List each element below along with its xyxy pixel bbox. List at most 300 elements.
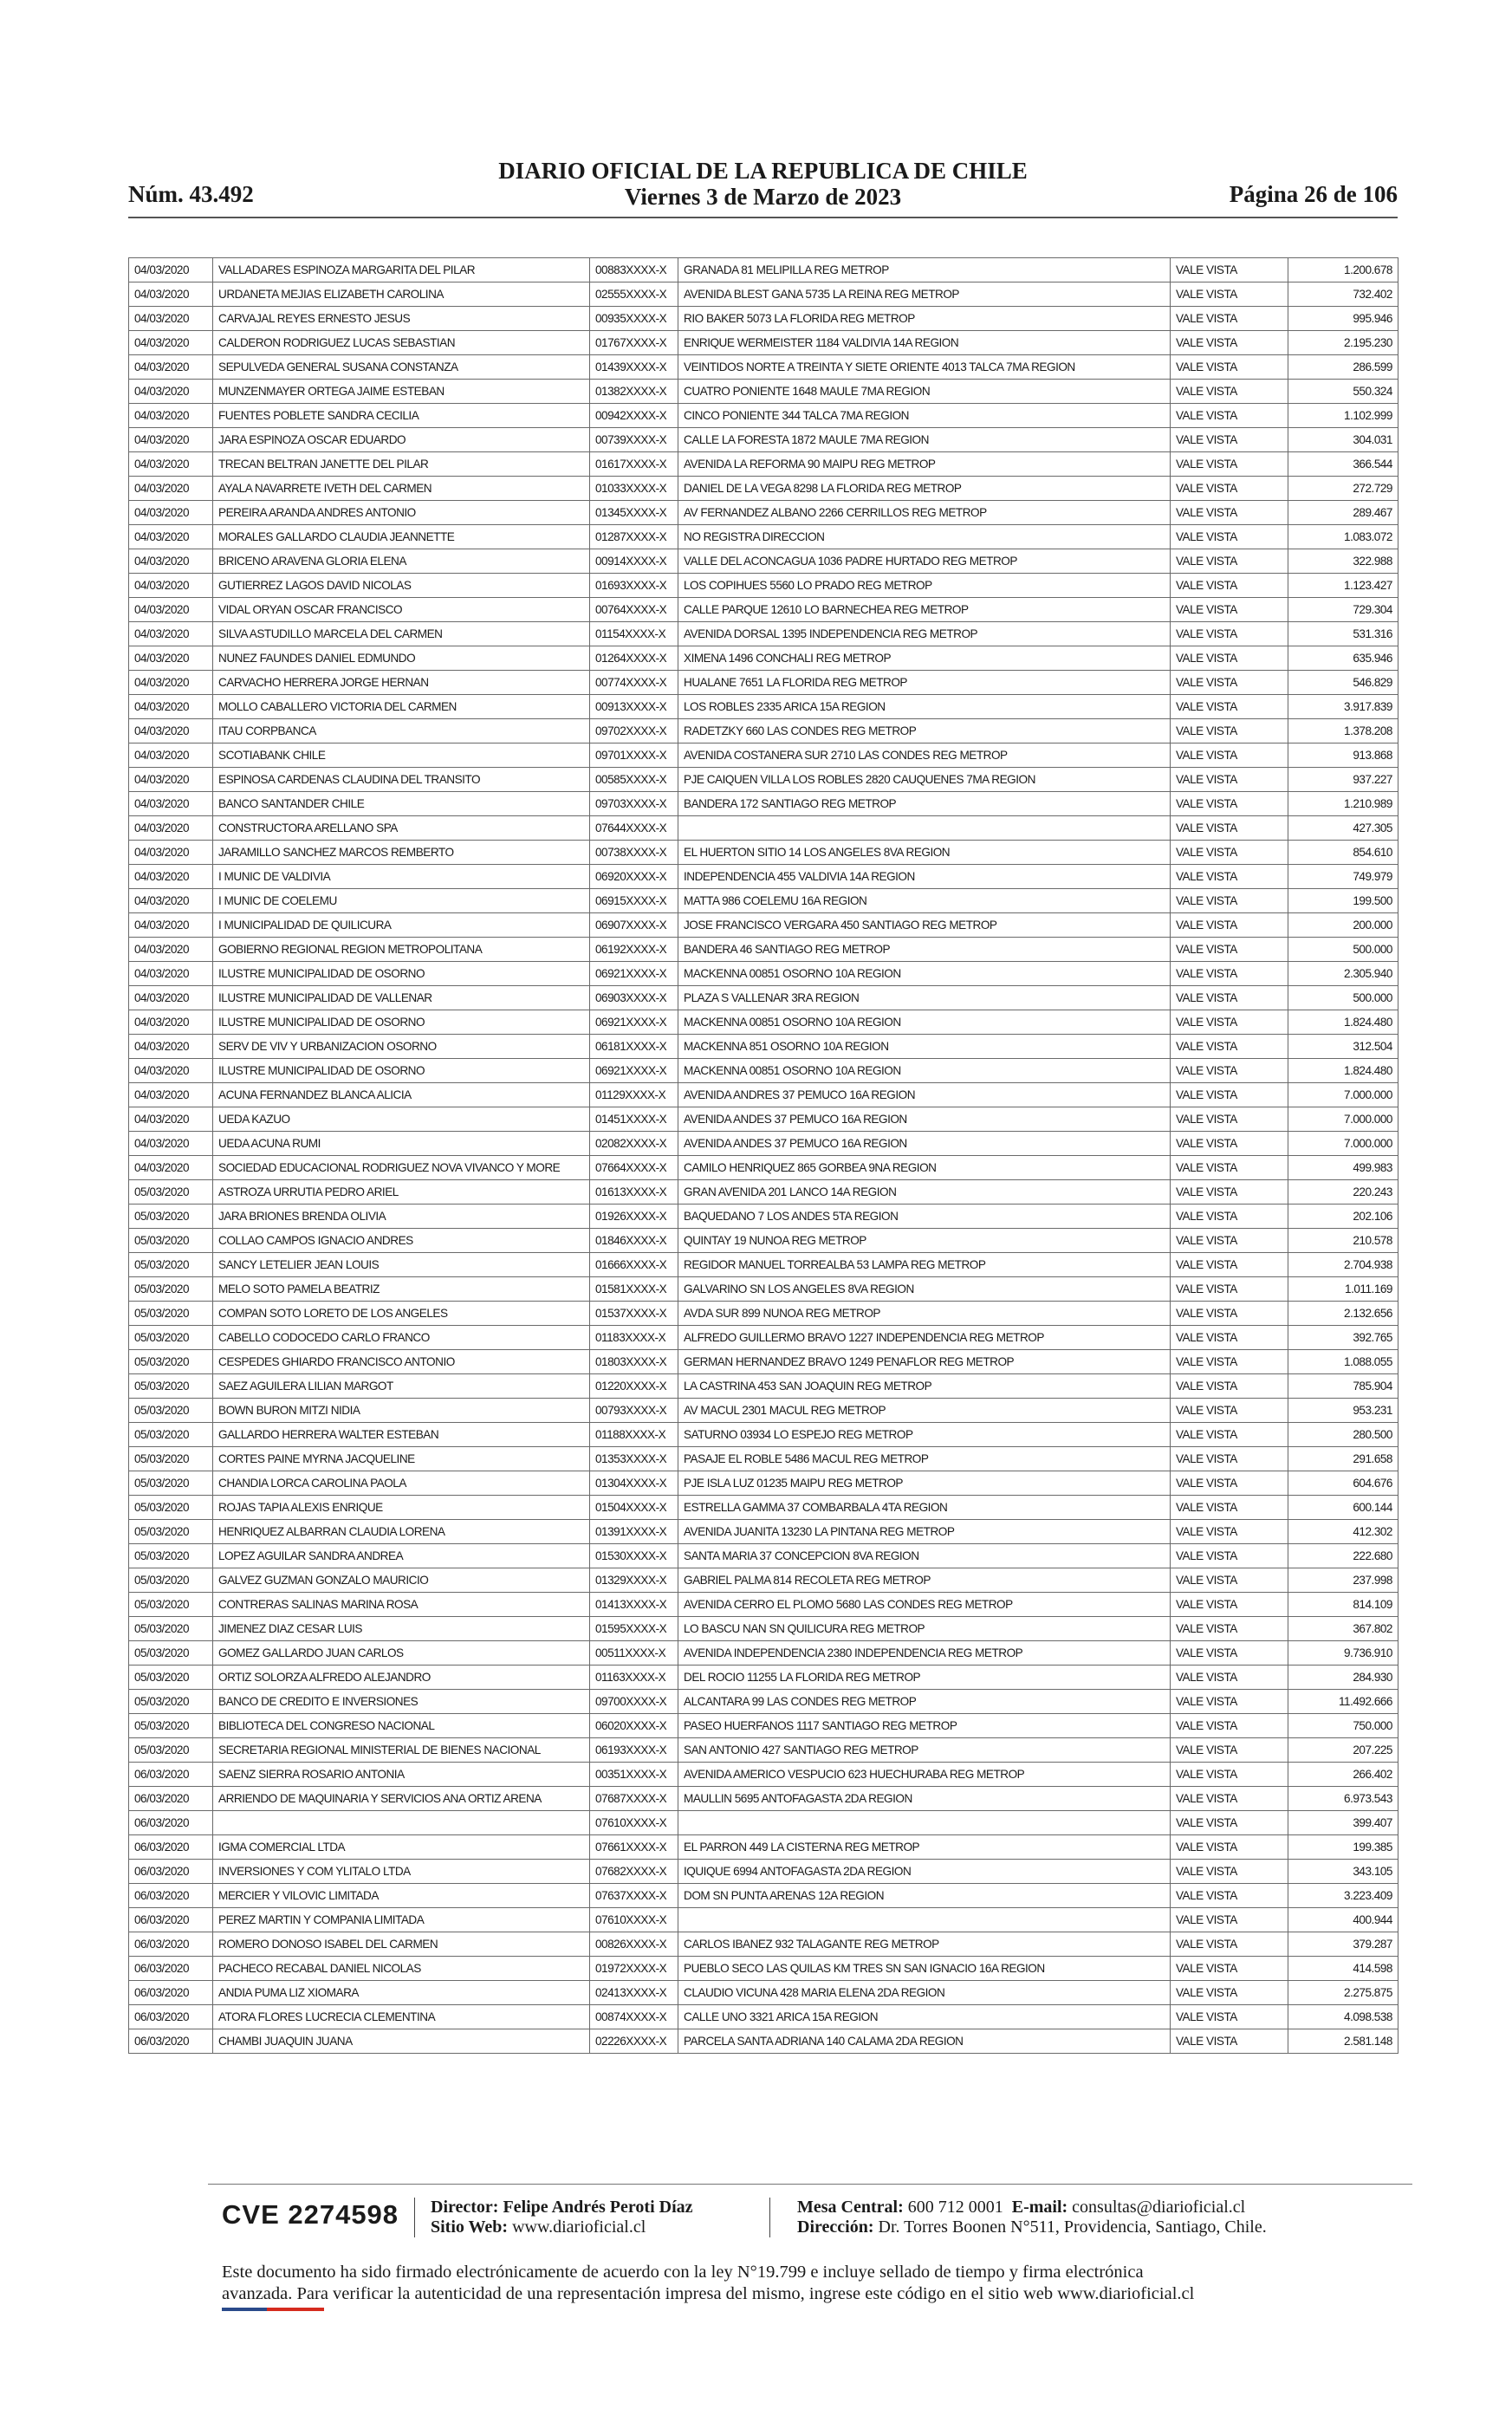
table-row <box>129 331 1398 355</box>
cell-method: VALE VISTA <box>1171 1641 1288 1666</box>
table-row <box>129 816 1398 841</box>
cell-id: 06921XXXX-X <box>590 1010 678 1035</box>
cell-id: 00826XXXX-X <box>590 1932 678 1957</box>
cell-date: 05/03/2020 <box>129 1302 213 1326</box>
cell-id: 02413XXXX-X <box>590 1981 678 2005</box>
cell-date: 06/03/2020 <box>129 1835 213 1860</box>
cell-method: VALE VISTA <box>1171 1132 1288 1156</box>
flag-stripe-red <box>267 2308 324 2311</box>
cell-name: AYALA NAVARRETE IVETH DEL CARMEN <box>213 477 590 501</box>
cell-method: VALE VISTA <box>1171 525 1288 549</box>
cell-method: VALE VISTA <box>1171 938 1288 962</box>
cell-id: 01353XXXX-X <box>590 1447 678 1471</box>
cell-name <box>213 1811 590 1835</box>
cell-name: IGMA COMERCIAL LTDA <box>213 1835 590 1860</box>
website-link[interactable]: www.diarioficial.cl <box>512 2217 646 2237</box>
table-row <box>129 1811 1398 1835</box>
cell-id: 01129XXXX-X <box>590 1083 678 1107</box>
cell-amount: 3.917.839 <box>1288 695 1398 719</box>
table-row <box>129 695 1398 719</box>
cell-amount: 7.000.000 <box>1288 1107 1398 1132</box>
table-row <box>129 1447 1398 1471</box>
table-row <box>129 1957 1398 1981</box>
cell-id: 01803XXXX-X <box>590 1350 678 1374</box>
mesa-phone: 600 712 0001 <box>907 2198 1003 2217</box>
cell-date: 06/03/2020 <box>129 2029 213 2054</box>
table-row <box>129 1860 1398 1884</box>
cell-id: 01154XXXX-X <box>590 622 678 646</box>
cell-address: EL PARRON 449 LA CISTERNA REG METROP <box>678 1835 1171 1860</box>
cell-method: VALE VISTA <box>1171 501 1288 525</box>
cell-date: 06/03/2020 <box>129 2005 213 2029</box>
table-row <box>129 501 1398 525</box>
cell-date: 06/03/2020 <box>129 1908 213 1932</box>
cell-method: VALE VISTA <box>1171 1568 1288 1593</box>
cell-method: VALE VISTA <box>1171 355 1288 380</box>
cell-amount: 4.098.538 <box>1288 2005 1398 2029</box>
cell-address: CLAUDIO VICUNA 428 MARIA ELENA 2DA REGION <box>678 1981 1171 2005</box>
cell-date: 06/03/2020 <box>129 1763 213 1787</box>
cell-amount: 785.904 <box>1288 1374 1398 1399</box>
cell-amount: 272.729 <box>1288 477 1398 501</box>
cell-address: LOS COPIHUES 5560 LO PRADO REG METROP <box>678 574 1171 598</box>
cell-name: CABELLO CODOCEDO CARLO FRANCO <box>213 1326 590 1350</box>
cell-name: ROJAS TAPIA ALEXIS ENRIQUE <box>213 1496 590 1520</box>
cell-method: VALE VISTA <box>1171 574 1288 598</box>
cell-amount: 312.504 <box>1288 1035 1398 1059</box>
cell-date: 04/03/2020 <box>129 865 213 889</box>
cell-amount: 304.031 <box>1288 428 1398 452</box>
cell-name: SAENZ SIERRA ROSARIO ANTONIA <box>213 1763 590 1787</box>
cell-id: 01220XXXX-X <box>590 1374 678 1399</box>
cell-date: 04/03/2020 <box>129 1132 213 1156</box>
cell-method: VALE VISTA <box>1171 1205 1288 1229</box>
table-row <box>129 962 1398 986</box>
page-header <box>128 158 1398 210</box>
cell-method: VALE VISTA <box>1171 1860 1288 1884</box>
email-label: E-mail: <box>1011 2198 1068 2217</box>
cell-address: BANDERA 172 SANTIAGO REG METROP <box>678 792 1171 816</box>
cell-id: 07637XXXX-X <box>590 1884 678 1908</box>
cell-name: BANCO DE CREDITO E INVERSIONES <box>213 1690 590 1714</box>
cell-date: 04/03/2020 <box>129 501 213 525</box>
cell-method: VALE VISTA <box>1171 1374 1288 1399</box>
table-row <box>129 1010 1398 1035</box>
cell-address: SATURNO 03934 LO ESPEJO REG METROP <box>678 1423 1171 1447</box>
cell-name: GUTIERREZ LAGOS DAVID NICOLAS <box>213 574 590 598</box>
cell-address: GRANADA 81 MELIPILLA REG METROP <box>678 258 1171 282</box>
cell-method: VALE VISTA <box>1171 719 1288 743</box>
table-row <box>129 598 1398 622</box>
table-row <box>129 477 1398 501</box>
cell-name: BRICENO ARAVENA GLORIA ELENA <box>213 549 590 574</box>
cell-address: PJE CAIQUEN VILLA LOS ROBLES 2820 CAUQUENES 7MA REGION <box>678 768 1171 792</box>
cell-id: 07610XXXX-X <box>590 1811 678 1835</box>
cell-method: VALE VISTA <box>1171 865 1288 889</box>
table-row <box>129 671 1398 695</box>
cell-address: MATTA 986 COELEMU 16A REGION <box>678 889 1171 913</box>
table-row <box>129 938 1398 962</box>
cell-method: VALE VISTA <box>1171 622 1288 646</box>
cell-name: JARA ESPINOZA OSCAR EDUARDO <box>213 428 590 452</box>
masthead <box>128 158 1398 210</box>
cell-name: SOCIEDAD EDUCACIONAL RODRIGUEZ NOVA VIVANCO Y MORE <box>213 1156 590 1180</box>
cell-name: BIBLIOTECA DEL CONGRESO NACIONAL <box>213 1714 590 1738</box>
cell-id: 00942XXXX-X <box>590 404 678 428</box>
cell-amount: 9.736.910 <box>1288 1641 1398 1666</box>
cell-address: MACKENNA 00851 OSORNO 10A REGION <box>678 962 1171 986</box>
cell-id: 01530XXXX-X <box>590 1544 678 1568</box>
cell-date: 04/03/2020 <box>129 1035 213 1059</box>
cell-address: GERMAN HERNANDEZ BRAVO 1249 PENAFLOR REG METROP <box>678 1350 1171 1374</box>
cell-address: AVENIDA INDEPENDENCIA 2380 INDEPENDENCIA REG METROP <box>678 1641 1171 1666</box>
cell-date: 04/03/2020 <box>129 743 213 768</box>
cell-date: 04/03/2020 <box>129 282 213 307</box>
cell-method: VALE VISTA <box>1171 1180 1288 1205</box>
cell-address: JOSE FRANCISCO VERGARA 450 SANTIAGO REG METROP <box>678 913 1171 938</box>
cell-amount: 392.765 <box>1288 1326 1398 1350</box>
cell-amount: 207.225 <box>1288 1738 1398 1763</box>
cell-name: I MUNICIPALIDAD DE QUILICURA <box>213 913 590 938</box>
cell-name: NUNEZ FAUNDES DANIEL EDMUNDO <box>213 646 590 671</box>
cell-method: VALE VISTA <box>1171 1763 1288 1787</box>
cell-method: VALE VISTA <box>1171 841 1288 865</box>
cell-address: LOS ROBLES 2335 ARICA 15A REGION <box>678 695 1171 719</box>
cell-amount: 937.227 <box>1288 768 1398 792</box>
cell-date: 05/03/2020 <box>129 1617 213 1641</box>
cell-date: 04/03/2020 <box>129 355 213 380</box>
cell-id: 01537XXXX-X <box>590 1302 678 1326</box>
table-row <box>129 282 1398 307</box>
cell-name: INVERSIONES Y COM YLITALO LTDA <box>213 1860 590 1884</box>
cell-method: VALE VISTA <box>1171 1107 1288 1132</box>
flag-stripe-blue <box>222 2308 267 2311</box>
email-link[interactable]: consultas@diarioficial.cl <box>1072 2198 1246 2217</box>
cell-method: VALE VISTA <box>1171 816 1288 841</box>
cell-method: VALE VISTA <box>1171 1593 1288 1617</box>
cell-id: 01188XXXX-X <box>590 1423 678 1447</box>
cell-name: SCOTIABANK CHILE <box>213 743 590 768</box>
publication-date: Viernes 3 de Marzo de 2023 <box>624 184 902 210</box>
cell-id: 00793XXXX-X <box>590 1399 678 1423</box>
cell-id: 09701XXXX-X <box>590 743 678 768</box>
cell-method: VALE VISTA <box>1171 646 1288 671</box>
cell-method: VALE VISTA <box>1171 1010 1288 1035</box>
cell-method: VALE VISTA <box>1171 452 1288 477</box>
cell-id: 01451XXXX-X <box>590 1107 678 1132</box>
cell-name: ORTIZ SOLORZA ALFREDO ALEJANDRO <box>213 1666 590 1690</box>
cell-address: ALFREDO GUILLERMO BRAVO 1227 INDEPENDENCIA REG METROP <box>678 1326 1171 1350</box>
cell-amount: 367.802 <box>1288 1617 1398 1641</box>
cell-name: ILUSTRE MUNICIPALIDAD DE VALLENAR <box>213 986 590 1010</box>
cell-amount: 750.000 <box>1288 1714 1398 1738</box>
cell-id: 06192XXXX-X <box>590 938 678 962</box>
footer-divider <box>208 2184 1412 2185</box>
cell-method: VALE VISTA <box>1171 1253 1288 1277</box>
cell-method: VALE VISTA <box>1171 477 1288 501</box>
cell-address: AVENIDA BLEST GANA 5735 LA REINA REG METROP <box>678 282 1171 307</box>
cell-amount: 222.680 <box>1288 1544 1398 1568</box>
footer-separator <box>414 2198 415 2237</box>
cell-name: SECRETARIA REGIONAL MINISTERIAL DE BIENES NACIONAL <box>213 1738 590 1763</box>
cell-name: SAEZ AGUILERA LILIAN MARGOT <box>213 1374 590 1399</box>
flag-stripe <box>222 2308 324 2311</box>
cell-address: AVENIDA COSTANERA SUR 2710 LAS CONDES REG METROP <box>678 743 1171 768</box>
cell-address: SANTA MARIA 37 CONCEPCION 8VA REGION <box>678 1544 1171 1568</box>
cell-amount: 2.275.875 <box>1288 1981 1398 2005</box>
table-row <box>129 1568 1398 1593</box>
cell-amount: 729.304 <box>1288 598 1398 622</box>
table-row <box>129 1156 1398 1180</box>
cell-amount: 322.988 <box>1288 549 1398 574</box>
cell-method: VALE VISTA <box>1171 1326 1288 1350</box>
cell-id: 01617XXXX-X <box>590 452 678 477</box>
cell-id: 06020XXXX-X <box>590 1714 678 1738</box>
cell-method: VALE VISTA <box>1171 1835 1288 1860</box>
cell-address: ALCANTARA 99 LAS CONDES REG METROP <box>678 1690 1171 1714</box>
cell-id: 02226XXXX-X <box>590 2029 678 2054</box>
cell-address: XIMENA 1496 CONCHALI REG METROP <box>678 646 1171 671</box>
cell-address: CUATRO PONIENTE 1648 MAULE 7MA REGION <box>678 380 1171 404</box>
table-row <box>129 525 1398 549</box>
cell-address: PJE ISLA LUZ 01235 MAIPU REG METROP <box>678 1471 1171 1496</box>
cell-address <box>678 1811 1171 1835</box>
cell-method: VALE VISTA <box>1171 889 1288 913</box>
cell-name: ILUSTRE MUNICIPALIDAD DE OSORNO <box>213 1010 590 1035</box>
cell-method: VALE VISTA <box>1171 331 1288 355</box>
cell-address: DANIEL DE LA VEGA 8298 LA FLORIDA REG METROP <box>678 477 1171 501</box>
cell-date: 05/03/2020 <box>129 1738 213 1763</box>
cell-id: 06921XXXX-X <box>590 962 678 986</box>
cell-name: COLLAO CAMPOS IGNACIO ANDRES <box>213 1229 590 1253</box>
cell-address: REGIDOR MANUEL TORREALBA 53 LAMPA REG METROP <box>678 1253 1171 1277</box>
cell-date: 05/03/2020 <box>129 1666 213 1690</box>
cell-date: 05/03/2020 <box>129 1180 213 1205</box>
cell-method: VALE VISTA <box>1171 549 1288 574</box>
cell-method: VALE VISTA <box>1171 428 1288 452</box>
cell-address: CALLE UNO 3321 ARICA 15A REGION <box>678 2005 1171 2029</box>
header-divider <box>128 217 1398 218</box>
cell-id: 01504XXXX-X <box>590 1496 678 1520</box>
cell-amount: 1.824.480 <box>1288 1059 1398 1083</box>
cell-method: VALE VISTA <box>1171 1932 1288 1957</box>
cell-name: CONSTRUCTORA ARELLANO SPA <box>213 816 590 841</box>
cell-amount: 7.000.000 <box>1288 1083 1398 1107</box>
table-row <box>129 1835 1398 1860</box>
table-row <box>129 1932 1398 1957</box>
table-row <box>129 1107 1398 1132</box>
cell-name: SERV DE VIV Y URBANIZACION OSORNO <box>213 1035 590 1059</box>
cell-address: PUEBLO SECO LAS QUILAS KM TRES SN SAN IGNACIO 16A REGION <box>678 1957 1171 1981</box>
cell-amount: 1.083.072 <box>1288 525 1398 549</box>
table-row <box>129 258 1398 282</box>
cell-id: 01287XXXX-X <box>590 525 678 549</box>
cell-date: 06/03/2020 <box>129 1811 213 1835</box>
cell-name: JARA BRIONES BRENDA OLIVIA <box>213 1205 590 1229</box>
cell-method: VALE VISTA <box>1171 2005 1288 2029</box>
cell-address: NO REGISTRA DIRECCION <box>678 525 1171 549</box>
cell-date: 05/03/2020 <box>129 1253 213 1277</box>
cell-method: VALE VISTA <box>1171 913 1288 938</box>
cell-amount: 500.000 <box>1288 938 1398 962</box>
cell-date: 04/03/2020 <box>129 719 213 743</box>
cell-amount: 220.243 <box>1288 1180 1398 1205</box>
cell-amount: 854.610 <box>1288 841 1398 865</box>
cell-name: LOPEZ AGUILAR SANDRA ANDREA <box>213 1544 590 1568</box>
cell-id: 00874XXXX-X <box>590 2005 678 2029</box>
cell-amount: 1.824.480 <box>1288 1010 1398 1035</box>
cell-amount: 604.676 <box>1288 1471 1398 1496</box>
table-row <box>129 1787 1398 1811</box>
cell-name: I MUNIC DE VALDIVIA <box>213 865 590 889</box>
cell-amount: 399.407 <box>1288 1811 1398 1835</box>
cell-address <box>678 1908 1171 1932</box>
cell-date: 05/03/2020 <box>129 1277 213 1302</box>
cell-date: 04/03/2020 <box>129 671 213 695</box>
cell-amount: 1.011.169 <box>1288 1277 1398 1302</box>
cell-date: 05/03/2020 <box>129 1326 213 1350</box>
cell-date: 04/03/2020 <box>129 695 213 719</box>
cell-name: GOBIERNO REGIONAL REGION METROPOLITANA <box>213 938 590 962</box>
cell-amount: 953.231 <box>1288 1399 1398 1423</box>
table-row <box>129 719 1398 743</box>
cell-address: INDEPENDENCIA 455 VALDIVIA 14A REGION <box>678 865 1171 889</box>
cell-name: BANCO SANTANDER CHILE <box>213 792 590 816</box>
table-row <box>129 1738 1398 1763</box>
cell-id: 01439XXXX-X <box>590 355 678 380</box>
cell-method: VALE VISTA <box>1171 1520 1288 1544</box>
cell-id: 06193XXXX-X <box>590 1738 678 1763</box>
cell-amount: 280.500 <box>1288 1423 1398 1447</box>
cell-amount: 2.305.940 <box>1288 962 1398 986</box>
cell-date: 04/03/2020 <box>129 986 213 1010</box>
cell-id: 00511XXXX-X <box>590 1641 678 1666</box>
cell-date: 04/03/2020 <box>129 452 213 477</box>
table-row <box>129 1253 1398 1277</box>
cell-amount: 3.223.409 <box>1288 1884 1398 1908</box>
cell-amount: 2.581.148 <box>1288 2029 1398 2054</box>
cell-date: 04/03/2020 <box>129 913 213 938</box>
cell-address: GALVARINO SN LOS ANGELES 8VA REGION <box>678 1277 1171 1302</box>
cell-amount: 200.000 <box>1288 913 1398 938</box>
cell-id: 00913XXXX-X <box>590 695 678 719</box>
cell-method: VALE VISTA <box>1171 1738 1288 1763</box>
cell-amount: 749.979 <box>1288 865 1398 889</box>
legal-line: avanzada. Para verificar la autenticidad de una representación impresa del mismo, ingrese este código en el sitio web www.diarioficial.cl <box>222 2284 1195 2303</box>
cell-amount: 427.305 <box>1288 816 1398 841</box>
cell-method: VALE VISTA <box>1171 404 1288 428</box>
cell-address: CAMILO HENRIQUEZ 865 GORBEA 9NA REGION <box>678 1156 1171 1180</box>
cell-date: 06/03/2020 <box>129 1957 213 1981</box>
cell-method: VALE VISTA <box>1171 1617 1288 1641</box>
cell-amount: 237.998 <box>1288 1568 1398 1593</box>
address-value: Dr. Torres Boonen N°511, Providencia, Santiago, Chile. <box>878 2217 1267 2237</box>
cell-id: 06915XXXX-X <box>590 889 678 913</box>
cell-date: 04/03/2020 <box>129 1107 213 1132</box>
cell-date: 05/03/2020 <box>129 1374 213 1399</box>
table-row <box>129 1374 1398 1399</box>
cell-method: VALE VISTA <box>1171 1957 1288 1981</box>
cell-id: 00585XXXX-X <box>590 768 678 792</box>
cell-date: 06/03/2020 <box>129 1884 213 1908</box>
cell-amount: 7.000.000 <box>1288 1132 1398 1156</box>
table-row <box>129 1641 1398 1666</box>
cell-name: PACHECO RECABAL DANIEL NICOLAS <box>213 1957 590 1981</box>
cell-amount: 1.210.989 <box>1288 792 1398 816</box>
cell-name: UEDA KAZUO <box>213 1107 590 1132</box>
table-row <box>129 1350 1398 1374</box>
cell-id: 01264XXXX-X <box>590 646 678 671</box>
cell-address: IQUIQUE 6994 ANTOFAGASTA 2DA REGION <box>678 1860 1171 1884</box>
cell-method: VALE VISTA <box>1171 307 1288 331</box>
cell-date: 04/03/2020 <box>129 889 213 913</box>
cell-date: 04/03/2020 <box>129 622 213 646</box>
table-row <box>129 622 1398 646</box>
table-row <box>129 404 1398 428</box>
cell-name: MORALES GALLARDO CLAUDIA JEANNETTE <box>213 525 590 549</box>
cell-name: MELO SOTO PAMELA BEATRIZ <box>213 1277 590 1302</box>
cell-name: ESPINOSA CARDENAS CLAUDINA DEL TRANSITO <box>213 768 590 792</box>
cell-date: 04/03/2020 <box>129 477 213 501</box>
legal-line: Este documento ha sido firmado electrónicamente de acuerdo con la ley N°19.799 e incluye sellado de tiempo y firma electrónica <box>222 2263 1144 2282</box>
cell-date: 04/03/2020 <box>129 1010 213 1035</box>
cell-address: CALLE LA FORESTA 1872 MAULE 7MA REGION <box>678 428 1171 452</box>
cell-name: TRECAN BELTRAN JANETTE DEL PILAR <box>213 452 590 477</box>
cell-name: BOWN BURON MITZI NIDIA <box>213 1399 590 1423</box>
cell-name: CHAMBI JUAQUIN JUANA <box>213 2029 590 2054</box>
cell-date: 05/03/2020 <box>129 1568 213 1593</box>
cell-name: CONTRERAS SALINAS MARINA ROSA <box>213 1593 590 1617</box>
table-row <box>129 1981 1398 2005</box>
cell-amount: 500.000 <box>1288 986 1398 1010</box>
cell-method: VALE VISTA <box>1171 380 1288 404</box>
cell-address: AVENIDA CERRO EL PLOMO 5680 LAS CONDES REG METROP <box>678 1593 1171 1617</box>
table-row <box>129 1617 1398 1641</box>
cell-date: 04/03/2020 <box>129 1059 213 1083</box>
cell-date: 04/03/2020 <box>129 1083 213 1107</box>
table-row <box>129 768 1398 792</box>
cell-method: VALE VISTA <box>1171 1811 1288 1835</box>
cell-address: PASAJE EL ROBLE 5486 MACUL REG METROP <box>678 1447 1171 1471</box>
table-row <box>129 1714 1398 1738</box>
cell-date: 05/03/2020 <box>129 1205 213 1229</box>
cell-name: SEPULVEDA GENERAL SUSANA CONSTANZA <box>213 355 590 380</box>
table-row <box>129 2029 1398 2054</box>
table-row <box>129 1326 1398 1350</box>
cell-amount: 202.106 <box>1288 1205 1398 1229</box>
table-row <box>129 1229 1398 1253</box>
cell-method: VALE VISTA <box>1171 598 1288 622</box>
cell-address: EL HUERTON SITIO 14 LOS ANGELES 8VA REGION <box>678 841 1171 865</box>
cell-id: 00935XXXX-X <box>590 307 678 331</box>
cell-address: AVENIDA AMERICO VESPUCIO 623 HUECHURABA REG METROP <box>678 1763 1171 1787</box>
cell-address: CARLOS IBANEZ 932 TALAGANTE REG METROP <box>678 1932 1171 1957</box>
cell-address: CINCO PONIENTE 344 TALCA 7MA REGION <box>678 404 1171 428</box>
cell-amount: 2.132.656 <box>1288 1302 1398 1326</box>
cell-id: 01329XXXX-X <box>590 1568 678 1593</box>
cell-name: VALLADARES ESPINOZA MARGARITA DEL PILAR <box>213 258 590 282</box>
cell-name: I MUNIC DE COELEMU <box>213 889 590 913</box>
table-row <box>129 1884 1398 1908</box>
cell-amount: 732.402 <box>1288 282 1398 307</box>
cell-name: MOLLO CABALLERO VICTORIA DEL CARMEN <box>213 695 590 719</box>
cell-date: 04/03/2020 <box>129 258 213 282</box>
cell-method: VALE VISTA <box>1171 1471 1288 1496</box>
cell-address: CALLE PARQUE 12610 LO BARNECHEA REG METROP <box>678 598 1171 622</box>
cell-date: 05/03/2020 <box>129 1399 213 1423</box>
cell-method: VALE VISTA <box>1171 1884 1288 1908</box>
cell-id: 07644XXXX-X <box>590 816 678 841</box>
